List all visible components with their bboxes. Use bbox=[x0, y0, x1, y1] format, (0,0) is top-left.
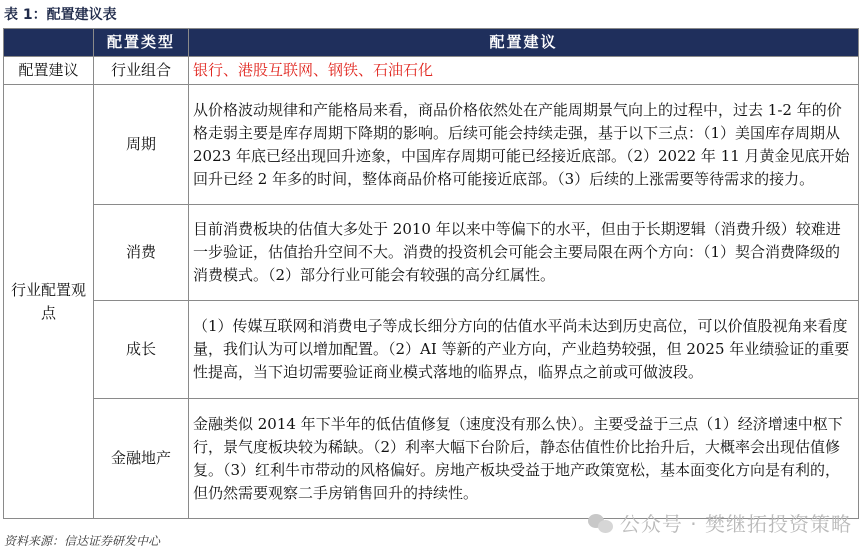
group-label: 行业配置观点 bbox=[4, 85, 94, 519]
source-note: 资料来源：信达证券研发中心 bbox=[4, 534, 161, 548]
table-row bbox=[4, 399, 859, 519]
row-type: 成长 bbox=[94, 301, 189, 399]
row-type: 消费 bbox=[94, 205, 189, 301]
watermark bbox=[588, 508, 852, 537]
config-table bbox=[3, 28, 859, 519]
table-header-row bbox=[4, 29, 859, 57]
row-value-industries: 银行、港股互联网、钢铁、石油石化 bbox=[189, 57, 859, 85]
table-caption: 表 1：配置建议表 bbox=[4, 7, 117, 23]
header-col-1 bbox=[4, 29, 94, 57]
table-row bbox=[4, 85, 859, 205]
row-text: 从价格波动规律和产能格局来看，商品价格依然处在产能周期景气向上的过程中，过去 1-2 年的价格走弱主要是库存周期下降期的影响。后续可能会持续走强，基于以下三点：（1）美国库存周期从 2023 年底已经出现回升迹象，中国库存周期可能已经接近底部。（2）2022 年 11 月黄金见底开始回升已经 2 年多的时间，整体商品价格可能接近底部。（3）后续的上涨需要等待需求的接力。 bbox=[189, 85, 859, 205]
row-text: （1）传媒互联网和消费电子等成长细分方向的估值水平尚未达到历史高位，可以价值股视角来看度量，我们认为可以增加配置。（2）AI 等新的产业方向，产业趋势较强，但 2025 年业绩验证的重要性提高，当下迫切需要验证商业模式落地的临界点，临界点之前或可做波段。 bbox=[189, 301, 859, 399]
row-type: 周期 bbox=[94, 85, 189, 205]
table-row bbox=[4, 301, 859, 399]
header-col-advice: 配置建议 bbox=[189, 29, 859, 57]
row-type: 金融地产 bbox=[94, 399, 189, 519]
wechat-icon bbox=[588, 512, 614, 534]
row-text: 目前消费板块的估值大多处于 2010 年以来中等偏下的水平，但由于长期逻辑（消费升级）较难进一步验证，估值抬升空间不大。消费的投资机会可能会主要局限在两个方向：（1）契合消费降级的消费模式。（2）部分行业可能会有较强的高分红属性。 bbox=[189, 205, 859, 301]
row-text: 金融类似 2014 年下半年的低估值修复（速度没有那么快）。主要受益于三点（1）经济增速中枢下行，景气度板块较为稀缺。（2）利率大幅下台阶后，静态估值性价比抬升后，大概率会出现估值修复。（3）红利牛市带动的风格偏好。房地产板块受益于地产政策宽松，基本面变化方向是有利的，但仍然需要观察二手房销售回升的持续性。 bbox=[189, 399, 859, 519]
table-row bbox=[4, 57, 859, 85]
watermark-text: 公众号 · 樊继拓投资策略 bbox=[619, 512, 852, 536]
table-row bbox=[4, 205, 859, 301]
header-col-type: 配置类型 bbox=[94, 29, 189, 57]
row-label-config: 配置建议 bbox=[4, 57, 94, 85]
row-type-industry-combo: 行业组合 bbox=[94, 57, 189, 85]
